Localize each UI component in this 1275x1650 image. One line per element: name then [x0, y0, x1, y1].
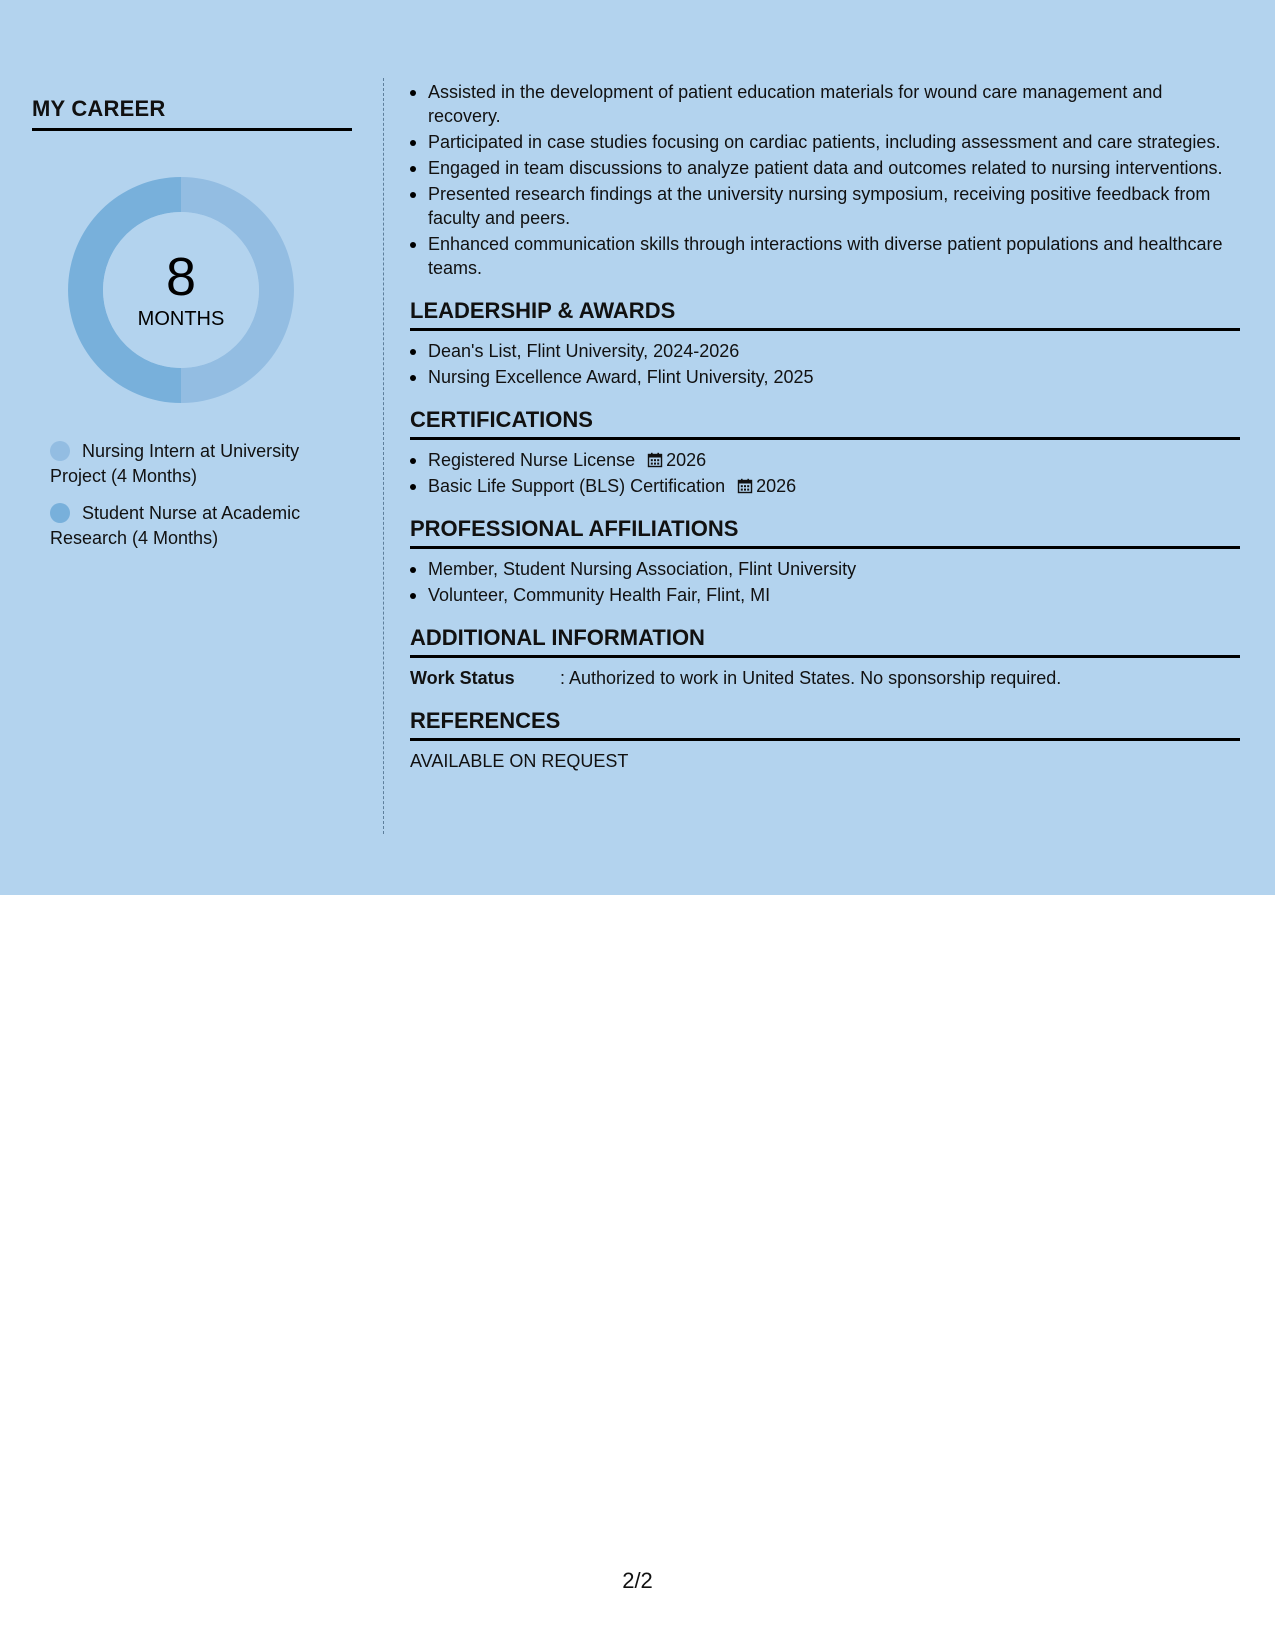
list-item: Participated in case studies focusing on cardiac patients, including assessment and care strategies.: [410, 130, 1240, 154]
donut-number: 8: [165, 247, 197, 307]
legend-label: Student Nurse at Academic Research (4 Months): [50, 503, 301, 548]
work-status-row: [410, 666, 1240, 690]
leadership-list: [410, 339, 1240, 389]
column-divider: [383, 78, 384, 834]
certification-name: Registered Nurse License: [428, 450, 636, 470]
page-number: 2/2: [622, 1568, 653, 1593]
donut-center: [66, 175, 296, 405]
certification-year: 2026: [756, 476, 797, 496]
references-text: AVAILABLE ON REQUEST: [410, 751, 629, 771]
affiliations-list: [410, 557, 1240, 607]
references-title: REFERENCES: [410, 708, 1240, 741]
calendar-icon: [737, 478, 753, 494]
list-item: Nursing Excellence Award, Flint University, 2025: [410, 365, 1240, 389]
additional-info-title: ADDITIONAL INFORMATION: [410, 625, 1240, 658]
career-legend: [50, 439, 340, 551]
leadership-title: LEADERSHIP & AWARDS: [410, 298, 1240, 331]
certifications-title: CERTIFICATIONS: [410, 407, 1240, 440]
certification-year: 2026: [666, 450, 707, 470]
work-status-value: : Authorized to work in United States. No sponsorship required.: [560, 668, 1062, 688]
career-title: MY CAREER: [32, 96, 352, 131]
certifications-list: [410, 448, 1240, 498]
list-item: Assisted in the development of patient education materials for wound care management and recovery.: [410, 80, 1240, 128]
certification-name: Basic Life Support (BLS) Certification: [428, 476, 726, 496]
list-item: [410, 448, 1240, 472]
affiliations-title: PROFESSIONAL AFFILIATIONS: [410, 516, 1240, 549]
work-status-label: Work Status: [410, 668, 515, 688]
legend-dot: [50, 503, 70, 523]
list-item: Presented research findings at the university nursing symposium, receiving positive feedback from faculty and peers.: [410, 182, 1240, 230]
legend-item: [50, 439, 340, 489]
career-panel: [32, 96, 352, 563]
experience-bullets: [410, 80, 1240, 280]
resume-main-column: [410, 80, 1240, 773]
list-item: [410, 474, 1240, 498]
career-donut-chart: [66, 175, 296, 405]
list-item: Enhanced communication skills through interactions with diverse patient populations and healthcare teams.: [410, 232, 1240, 280]
legend-item: [50, 501, 340, 551]
list-item: Volunteer, Community Health Fair, Flint, MI: [410, 583, 1240, 607]
calendar-icon: [647, 452, 663, 468]
list-item: Engaged in team discussions to analyze patient data and outcomes related to nursing interventions.: [410, 156, 1240, 180]
legend-label: Nursing Intern at University Project (4 Months): [50, 441, 300, 486]
list-item: Dean's List, Flint University, 2024-2026: [410, 339, 1240, 363]
donut-unit: MONTHS: [137, 308, 225, 330]
legend-dot: [50, 441, 70, 461]
list-item: Member, Student Nursing Association, Flint University: [410, 557, 1240, 581]
